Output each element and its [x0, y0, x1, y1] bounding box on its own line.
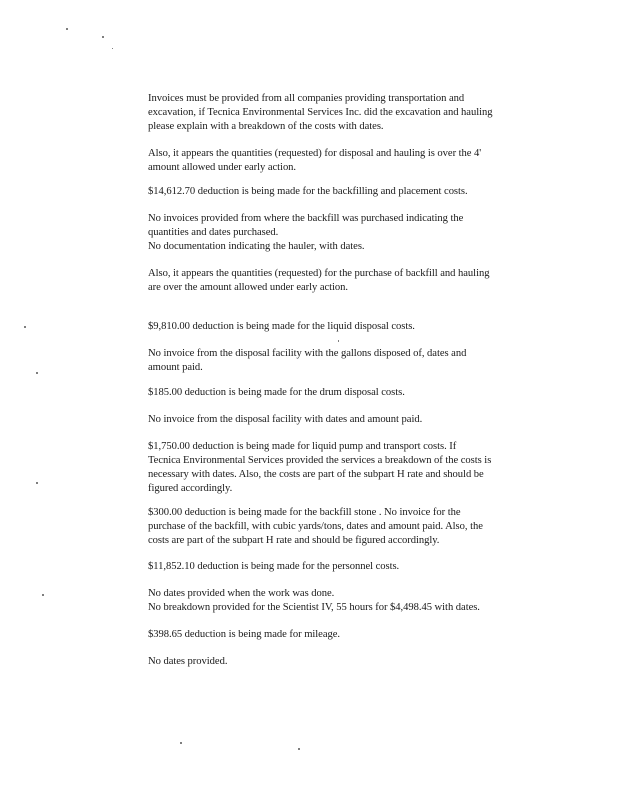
- paragraph-backfill-stone-deduction: [148, 506, 483, 548]
- text-line: No dates provided.: [148, 656, 228, 667]
- scan-speck: [36, 482, 38, 484]
- text-line: $185.00 deduction is being made for the drum disposal costs.: [148, 387, 405, 398]
- paragraph-quantities-disposal: [148, 147, 481, 175]
- text-line: $9,810.00 deduction is being made for the liquid disposal costs.: [148, 321, 415, 332]
- text-line: $1,750.00 deduction is being made for liquid pump and transport costs. If: [148, 441, 457, 452]
- scan-speck: [102, 36, 104, 38]
- paragraph-backfill-deduction: [148, 185, 468, 199]
- paragraph-liquid-disposal-deduction: [148, 320, 415, 334]
- text-line: Tecnica Environmental Services provided the services a breakdown of the costs is: [148, 455, 492, 466]
- paragraph-liquid-disposal-invoice: [148, 347, 466, 375]
- scan-speck: [66, 28, 68, 30]
- paragraph-no-dates: [148, 655, 227, 669]
- scan-speck: [24, 326, 26, 328]
- text-line: amount allowed under early action.: [148, 162, 297, 173]
- text-line: necessary with dates. Also, the costs are part of the subpart H rate and should be: [148, 469, 484, 480]
- paragraph-backfill-invoices: [148, 212, 463, 254]
- paragraph-invoices-required: [148, 92, 492, 134]
- paragraph-personnel-dates: [148, 587, 480, 615]
- scan-speck: [36, 372, 38, 374]
- text-line: No documentation indicating the hauler, with dates.: [148, 241, 365, 252]
- paragraph-drum-disposal-invoice: [148, 413, 422, 427]
- text-line: are over the amount allowed under early action.: [148, 282, 349, 293]
- text-line: $300.00 deduction is being made for the backfill stone . No invoice for the: [148, 507, 461, 518]
- scan-speck: [338, 340, 339, 342]
- text-line: costs are part of the subpart H rate and should be figured accordingly.: [148, 535, 440, 546]
- paragraph-drum-disposal-deduction: [148, 386, 405, 400]
- paragraph-pump-transport-deduction: [148, 440, 491, 496]
- text-line: No invoice from the disposal facility with dates and amount paid.: [148, 414, 423, 425]
- scan-speck: [112, 48, 113, 49]
- text-line: Invoices must be provided from all companies providing transportation and: [148, 93, 465, 104]
- text-line: No breakdown provided for the Scientist IV, 55 hours for $4,498.45 with dates.: [148, 602, 480, 613]
- text-line: $11,852.10 deduction is being made for the personnel costs.: [148, 561, 400, 572]
- text-line: excavation, if Tecnica Environmental Services Inc. did the excavation and hauling: [148, 107, 493, 118]
- text-line: No invoices provided from where the backfill was purchased indicating the: [148, 213, 464, 224]
- text-line: Also, it appears the quantities (requested) for disposal and hauling is over the 4': [148, 148, 482, 159]
- paragraph-quantities-backfill: [148, 267, 489, 295]
- text-line: No invoice from the disposal facility with the gallons disposed of, dates and: [148, 348, 467, 359]
- text-line: figured accordingly.: [148, 483, 233, 494]
- scan-speck: [42, 594, 44, 596]
- paragraph-personnel-deduction: [148, 560, 399, 574]
- text-line: Also, it appears the quantities (requested) for the purchase of backfill and hauling: [148, 268, 490, 279]
- paragraph-mileage-deduction: [148, 628, 340, 642]
- text-line: No dates provided when the work was done.: [148, 588, 335, 599]
- text-line: purchase of the backfill, with cubic yards/tons, dates and amount paid. Also, the: [148, 521, 483, 532]
- scan-speck: [180, 742, 182, 744]
- text-line: quantities and dates purchased.: [148, 227, 279, 238]
- scan-speck: [298, 748, 300, 750]
- text-line: please explain with a breakdown of the costs with dates.: [148, 121, 384, 132]
- text-line: amount paid.: [148, 362, 203, 373]
- text-line: $14,612.70 deduction is being made for the backfilling and placement costs.: [148, 186, 468, 197]
- text-line: $398.65 deduction is being made for mileage.: [148, 629, 340, 640]
